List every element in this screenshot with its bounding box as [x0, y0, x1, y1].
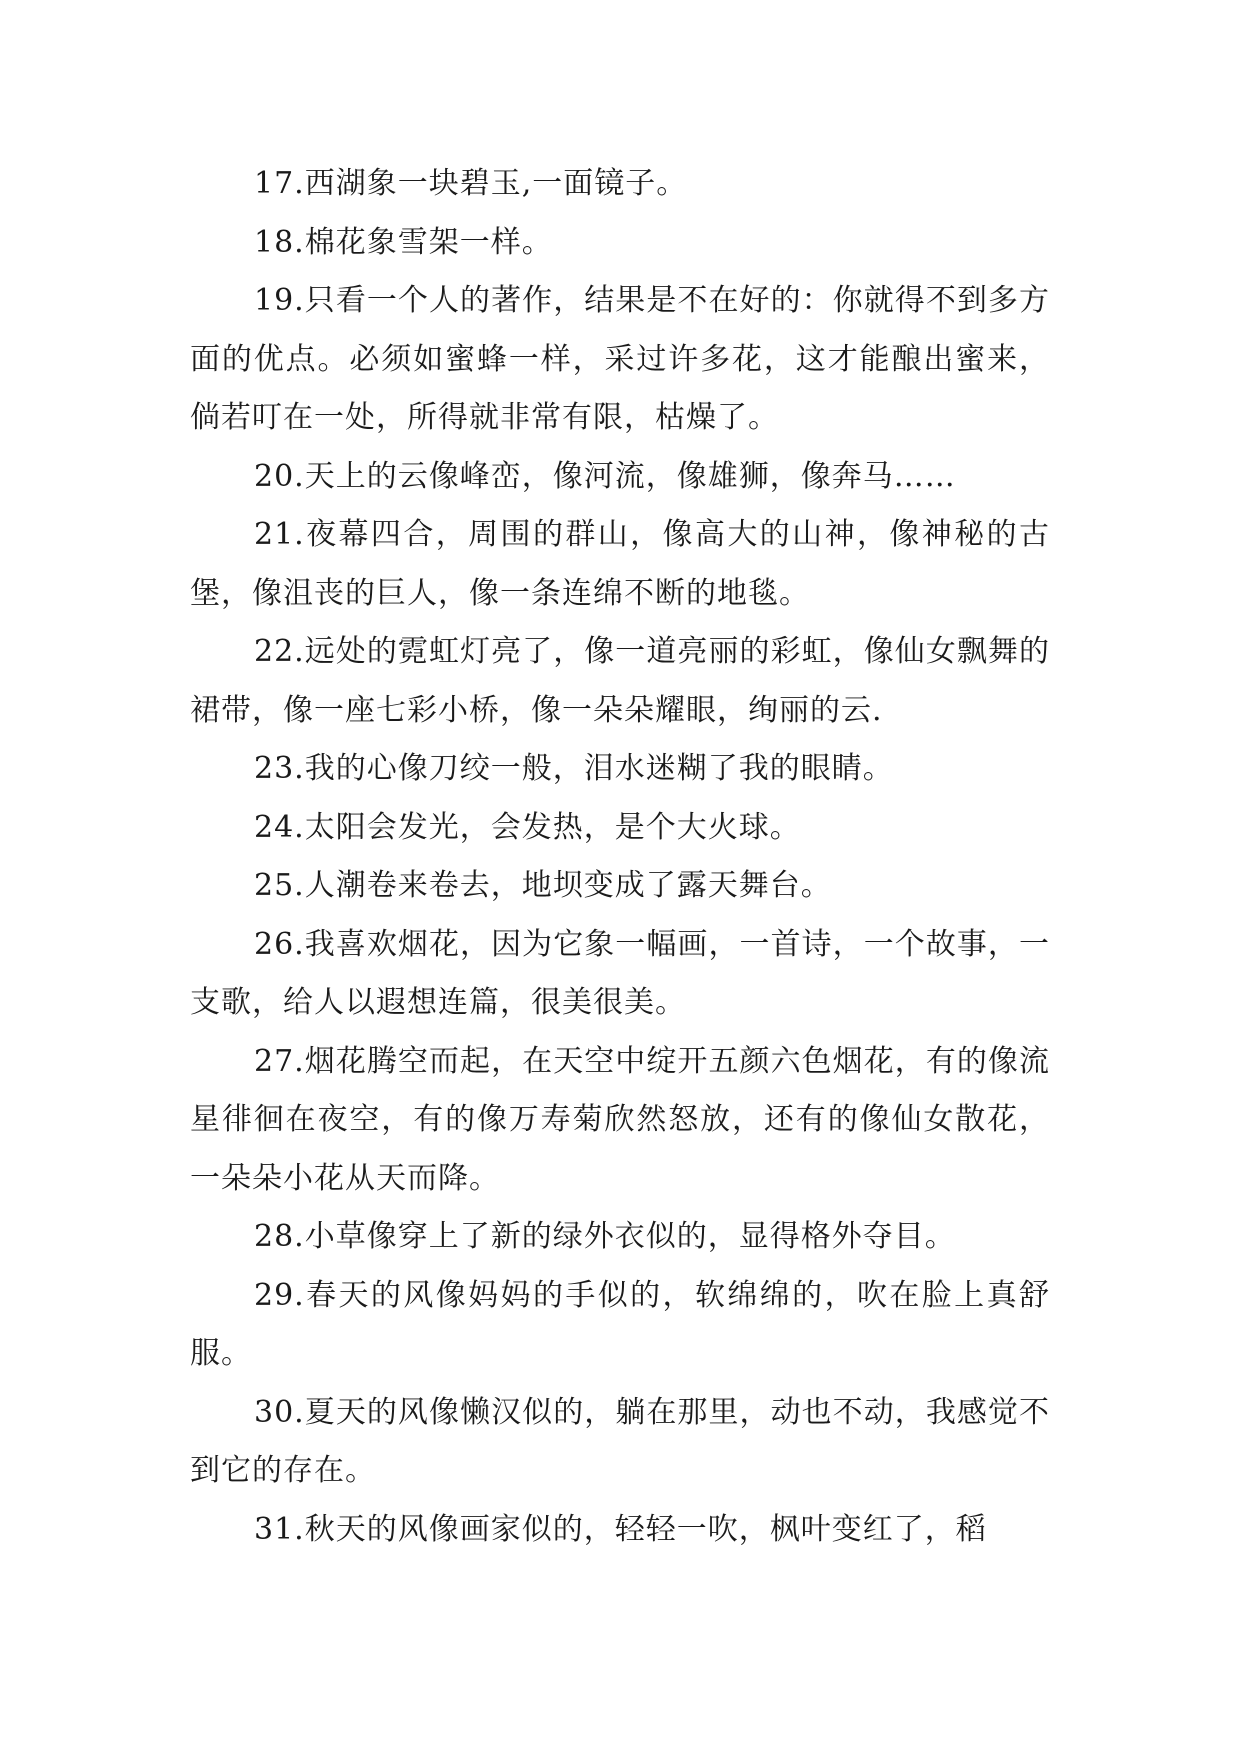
paragraph-24: 24.太阳会发光，会发热，是个大火球。 [254, 809, 801, 845]
paragraph-19: 19.只看一个人的著作，结果是不在好的：你就得不到多方面的优点。必须如蜜蜂一样，采过许多花，这才能酿出蜜来，倘若叮在一处，所得就非常有限，枯燥了。 [190, 283, 1050, 435]
paragraph-23: 23.我的心像刀绞一般，泪水迷糊了我的眼睛。 [254, 751, 894, 786]
paragraph-22: 22.远处的霓虹灯亮了，像一道亮丽的彩虹，像仙女飘舞的裙带，像一座七彩小桥，像一朵朵耀眼，绚丽的云. [190, 634, 1050, 728]
paragraph-18: 18.棉花象雪架一样。 [254, 224, 553, 260]
document-body [190, 155, 1050, 1559]
paragraph-17: 17.西湖象一块碧玉,一面镜子。 [254, 166, 688, 201]
paragraph-20: 20.天上的云像峰峦，像河流，像雄狮，像奔马…… [254, 458, 956, 494]
paragraph-31: 31.秋天的风像画家似的，轻轻一吹，枫叶变红了，稻 [254, 1511, 987, 1547]
paragraph-27: 27.烟花腾空而起，在天空中绽开五颜六色烟花，有的像流星徘徊在夜空，有的像万寿菊欣然怒放，还有的像仙女散花，一朵朵小花从天而降。 [190, 1043, 1050, 1196]
paragraph-28: 28.小草像穿上了新的绿外衣似的，显得格外夺目。 [254, 1219, 956, 1254]
paragraph-25: 25.人潮卷来卷去，地坝变成了露天舞台。 [254, 868, 832, 903]
paragraph-30: 30.夏天的风像懒汉似的，躺在那里，动也不动，我感觉不到它的存在。 [190, 1394, 1050, 1488]
paragraph-21: 21.夜幕四合，周围的群山，像高大的山神，像神秘的古堡，像沮丧的巨人，像一条连绵不断的地毯。 [190, 517, 1050, 611]
paragraph-26: 26.我喜欢烟花，因为它象一幅画，一首诗，一个故事，一支歌，给人以遐想连篇，很美很美。 [190, 926, 1050, 1020]
paragraph-29: 29.春天的风像妈妈的手似的，软绵绵的，吹在脸上真舒服。 [190, 1277, 1050, 1371]
